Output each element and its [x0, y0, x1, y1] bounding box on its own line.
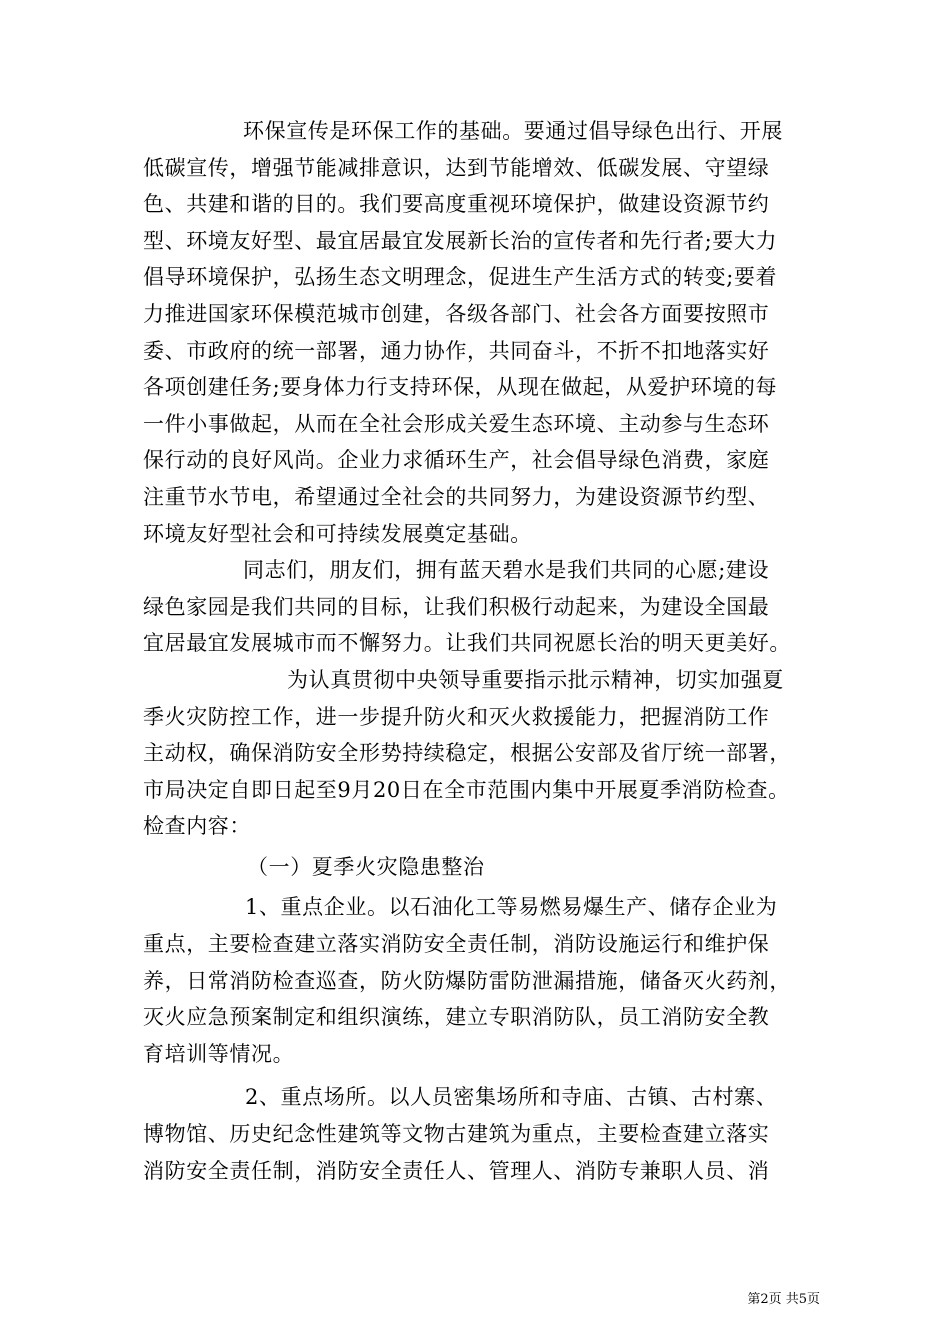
paragraph-key-venues: 2、重点场所。以人员密集场所和寺庙、古镇、古村寨、 博物馆、历史纪念性建筑等文物古建筑为重点，主要检查建立落实 消防安全责任制，消防安全责任人、管理人、消防专兼职人员、消: [143, 1085, 778, 1183]
document-body: [143, 113, 823, 1189]
page-number-footer: 第2页 共5页: [747, 1292, 820, 1307]
paragraph-comrades-friends: 同志们，朋友们，拥有蓝天碧水是我们共同的心愿;建设 绿色家园是我们共同的目标，让我们积极行动起来，为建设全国最 宜居最宜发展城市而不懈努力。让我们共同祝愿长治的明天更美好。: [143, 558, 791, 656]
paragraph-key-enterprises: 1、重点企业。以石油化工等易燃易爆生产、储存企业为 重点，主要检查建立落实消防安全责任制，消防设施运行和维护保 养，日常消防检查巡查，防火防爆防雷防泄漏措施，储备灭火药剂， 灭火应急预案制定和组织演练，建立专职消防队，员工消防安全教 育培训等情况。: [143, 895, 791, 1066]
paragraph-fire-prevention-intro: 为认真贯彻中央领导重要指示批示精神，切实加强夏 季火灾防控工作，进一步提升防火和灭火救援能力，把握消防工作 主动权，确保消防安全形势持续稳定，根据公安部及省厅统一部署， 市局决定自即日起至9月20日在全市范围内集中开展夏季消防检查。 检查内容：: [143, 667, 791, 839]
paragraph-environmental-publicity: 环保宣传是环保工作的基础。要通过倡导绿色出行、开展 低碳宣传，增强节能减排意识，达到节能增效、低碳发展、守望绿 色、共建和谐的目的。我们要高度重视环境保护，做建设资源节约 型、环境友好型、最宜居最宜发展新长治的宣传者和先行者;要大力 倡导环境保护，弘扬生态文明理念，促进生产生活方式的转变;要着 力推进国家环保模范城市创建，各级各部门、社会各方面要按照市 委、市政府的统一部署，通力协作，共同奋斗，不折不扣地落实好 各项创建任务;要身体力行支持环保，从现在做起，从爱护环境的每 一件小事做起，从而在全社会形成关爱生态环境、主动参与生态环 保行动的良好风尚。企业力求循环生产，社会倡导绿色消费，家庭 注重节水节电，希望通过全社会的共同努力，为建设资源节约型、 环境友好型社会和可持续发展奠定基础。: [143, 119, 783, 546]
section-heading-summer-fire-hazard: （一）夏季火灾隐患整治: [247, 854, 485, 879]
